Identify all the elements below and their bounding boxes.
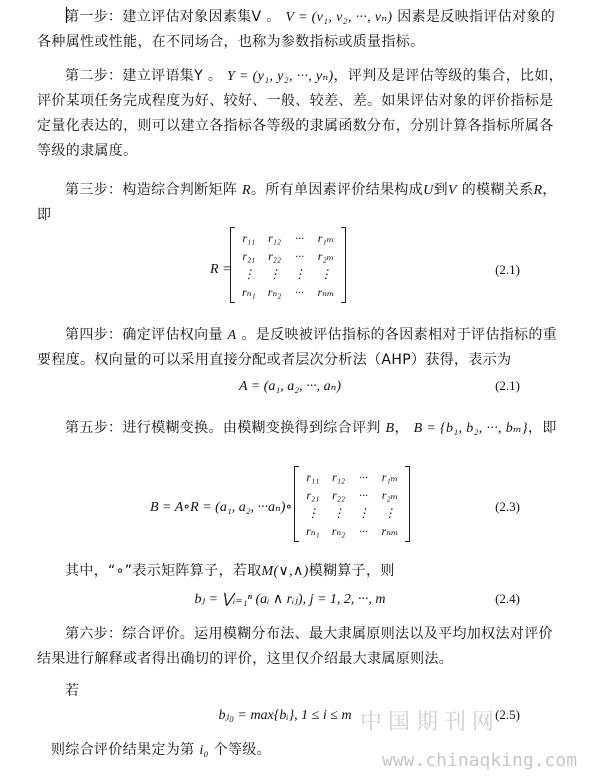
eq1-cell: ··· bbox=[294, 248, 304, 263]
eq4-number: (2.4) bbox=[495, 591, 520, 606]
step4-text-a: 确定评估权向量 bbox=[122, 327, 223, 343]
eq2-number: (2.1) bbox=[495, 378, 520, 393]
if-paragraph bbox=[37, 679, 567, 704]
step1-formula: V = (v₁, v₂, ···, vₙ) bbox=[285, 10, 393, 25]
eq1-cell: r₁ₘ bbox=[317, 230, 334, 245]
step1-paragraph bbox=[37, 5, 567, 55]
eq3-cell: rₙ₁ bbox=[306, 523, 320, 538]
eq3-lhs: B = A∘R = (a₁, a₂, ···aₙ)∘ bbox=[150, 500, 293, 515]
where-text-b: 模糊算子，则 bbox=[308, 563, 395, 579]
eq1-cell: rₙₘ bbox=[317, 284, 335, 299]
step4-label: 第四步： bbox=[65, 327, 123, 343]
step2-paragraph bbox=[37, 64, 567, 164]
eq1-cell: r₁₂ bbox=[268, 230, 282, 245]
where-paragraph bbox=[37, 559, 567, 584]
eq1-matrix-table bbox=[236, 229, 340, 301]
step3-text-a: 构造综合判断矩阵 bbox=[122, 182, 238, 198]
where-operator: M(∨,∧) bbox=[261, 564, 309, 579]
conclusion-text-b: 个等级。 bbox=[213, 742, 271, 758]
step2-formula: Y = (y₁, y₂, ···, yₙ) bbox=[227, 69, 334, 84]
step4-paragraph bbox=[37, 323, 567, 373]
step1-text-a: 建立评估对象因素集V 。 bbox=[122, 9, 281, 25]
eq5-formula: bⱼ₀ = max{bᵢ}, 1 ≤ i ≤ m bbox=[218, 708, 352, 723]
step5-text-c: ，即 bbox=[527, 420, 557, 436]
step2-text-b: ，评判及是评估等级的集合，比如，评价某项任务完成程度为好、较好、一般、较差、差。如果评估对象的评价指标是定量化表达的，则可以建立各指标各等级的隶属函数分布，分别计算各指标所属各等级的隶属度。 bbox=[37, 68, 564, 159]
eq1-cell: r₂₁ bbox=[242, 248, 256, 263]
eq3-cell: ··· bbox=[358, 523, 368, 538]
step2-text-a: 建立评语集Y 。 bbox=[122, 68, 223, 84]
eq3-number: (2.3) bbox=[495, 499, 520, 514]
step3-text-b: 。所有单因素评价结果构成 bbox=[250, 182, 424, 198]
step5-label: 第五步： bbox=[65, 420, 123, 436]
eq1-cell: r₂₂ bbox=[268, 248, 282, 263]
step5-text-b: ， bbox=[394, 420, 409, 436]
conclusion-symbol: i₀ bbox=[199, 743, 209, 758]
eq1-cell: ⋮ bbox=[319, 266, 332, 281]
eq1-cell: r₁₁ bbox=[242, 230, 256, 245]
step3-paragraph bbox=[37, 178, 567, 228]
eq1-cell: ··· bbox=[294, 230, 304, 245]
eq1-row bbox=[236, 265, 340, 283]
eq3-cell: ⋮ bbox=[306, 505, 319, 520]
step2-label: 第二步： bbox=[65, 68, 123, 84]
eq3-cell: ⋮ bbox=[383, 505, 396, 520]
eq1-row bbox=[236, 229, 340, 247]
eq1-cell: r₂ₘ bbox=[317, 248, 334, 263]
step5-text-a: 进行模糊变换。由模糊变换得到综合评判 bbox=[122, 420, 381, 436]
step3-label: 第三步： bbox=[65, 182, 123, 198]
step5-paragraph bbox=[37, 416, 567, 441]
eq3-cell: r₂₂ bbox=[332, 487, 346, 502]
step3-symbol-u: U bbox=[423, 183, 434, 198]
eq3-row bbox=[300, 468, 404, 486]
watermark-cn: 中国期刊网 bbox=[360, 710, 501, 735]
eq4-formula: bⱼ = ⋁ᵢ₌₁ⁿ (aᵢ ∧ rᵢⱼ), j = 1, 2, ···, m bbox=[194, 592, 386, 607]
eq3-cell: r₁₁ bbox=[306, 469, 320, 484]
step1-label: 第一步： bbox=[65, 9, 123, 25]
eq1-row bbox=[236, 283, 340, 301]
where-text-a: 其中，“∘”表示矩阵算子，若取 bbox=[65, 563, 262, 579]
eq3-cell: r₂ₘ bbox=[381, 487, 398, 502]
eq3-cell: rₙ₂ bbox=[331, 523, 346, 538]
watermark-url: www.chinaqking.com bbox=[382, 750, 578, 771]
step5-symbol-b: B bbox=[385, 421, 395, 436]
eq3-matrix-table bbox=[300, 468, 404, 540]
eq3-row bbox=[300, 486, 404, 504]
eq3-row bbox=[300, 504, 404, 522]
eq3-cell: r₁₂ bbox=[332, 469, 346, 484]
step4-symbol-a: A bbox=[227, 328, 237, 343]
step3-text-c: 到 bbox=[433, 182, 448, 198]
step5-formula: B = {b₁, b₂, ···, bₘ} bbox=[413, 421, 528, 436]
eq1-cell: rₙ₂ bbox=[267, 284, 282, 299]
eq3-cell: ··· bbox=[358, 487, 368, 502]
eq1-cell: rₙ₁ bbox=[242, 284, 256, 299]
eq1-number: (2.1) bbox=[495, 262, 520, 277]
eq3-cell: r₁ₘ bbox=[381, 469, 398, 484]
eq3-matrix bbox=[294, 466, 410, 542]
step1-text-b: 因素是反映指评估对象的各种属性或性能，在不同场合，也称为参数指标或质量指标。 bbox=[37, 9, 556, 50]
step4-text-b: 。是反映被评估指标的各因素相对于评估指标的重要程度。权向量的可以采用直接分配或者层次分析法（AHP）获得，表示为 bbox=[37, 327, 558, 368]
step6-text: 综合评价。运用模糊分布法、最大隶属原则法以及平均加权法对评价结果进行解释或者得出确切的评价，这里仅介绍最大隶属原则法。 bbox=[37, 626, 553, 667]
eq3-cell: rₙₘ bbox=[381, 523, 399, 538]
conclusion-text-a: 则综合评价结果定为第 bbox=[51, 742, 195, 758]
eq3-cell: ⋮ bbox=[332, 505, 345, 520]
step6-label: 第六步： bbox=[65, 626, 123, 642]
eq1-lhs: R = bbox=[210, 262, 232, 277]
eq1-cell: ··· bbox=[294, 284, 304, 299]
eq2-formula: A = (a₁, a₂, ···, aₙ) bbox=[239, 379, 341, 394]
eq5-number: (2.5) bbox=[495, 707, 520, 722]
step3-symbol-r2: R bbox=[533, 183, 543, 198]
eq1-row bbox=[236, 247, 340, 265]
eq1-matrix bbox=[230, 227, 346, 303]
eq1-cell: ⋮ bbox=[268, 266, 281, 281]
eq3-row bbox=[300, 522, 404, 540]
eq1-cell: ⋮ bbox=[293, 266, 306, 281]
step3-symbol-r: R bbox=[242, 183, 251, 198]
eq3-cell: ⋮ bbox=[357, 505, 370, 520]
eq3-cell: r₂₁ bbox=[306, 487, 320, 502]
step3-text-e: ，即 bbox=[37, 182, 557, 223]
eq3-cell: ··· bbox=[358, 469, 368, 484]
eq1-cell: ⋮ bbox=[242, 266, 255, 281]
step3-text-d: 的模糊关系 bbox=[461, 182, 534, 198]
if-word: 若 bbox=[65, 683, 80, 699]
step6-paragraph bbox=[37, 622, 567, 672]
step3-symbol-v: V bbox=[447, 183, 457, 198]
